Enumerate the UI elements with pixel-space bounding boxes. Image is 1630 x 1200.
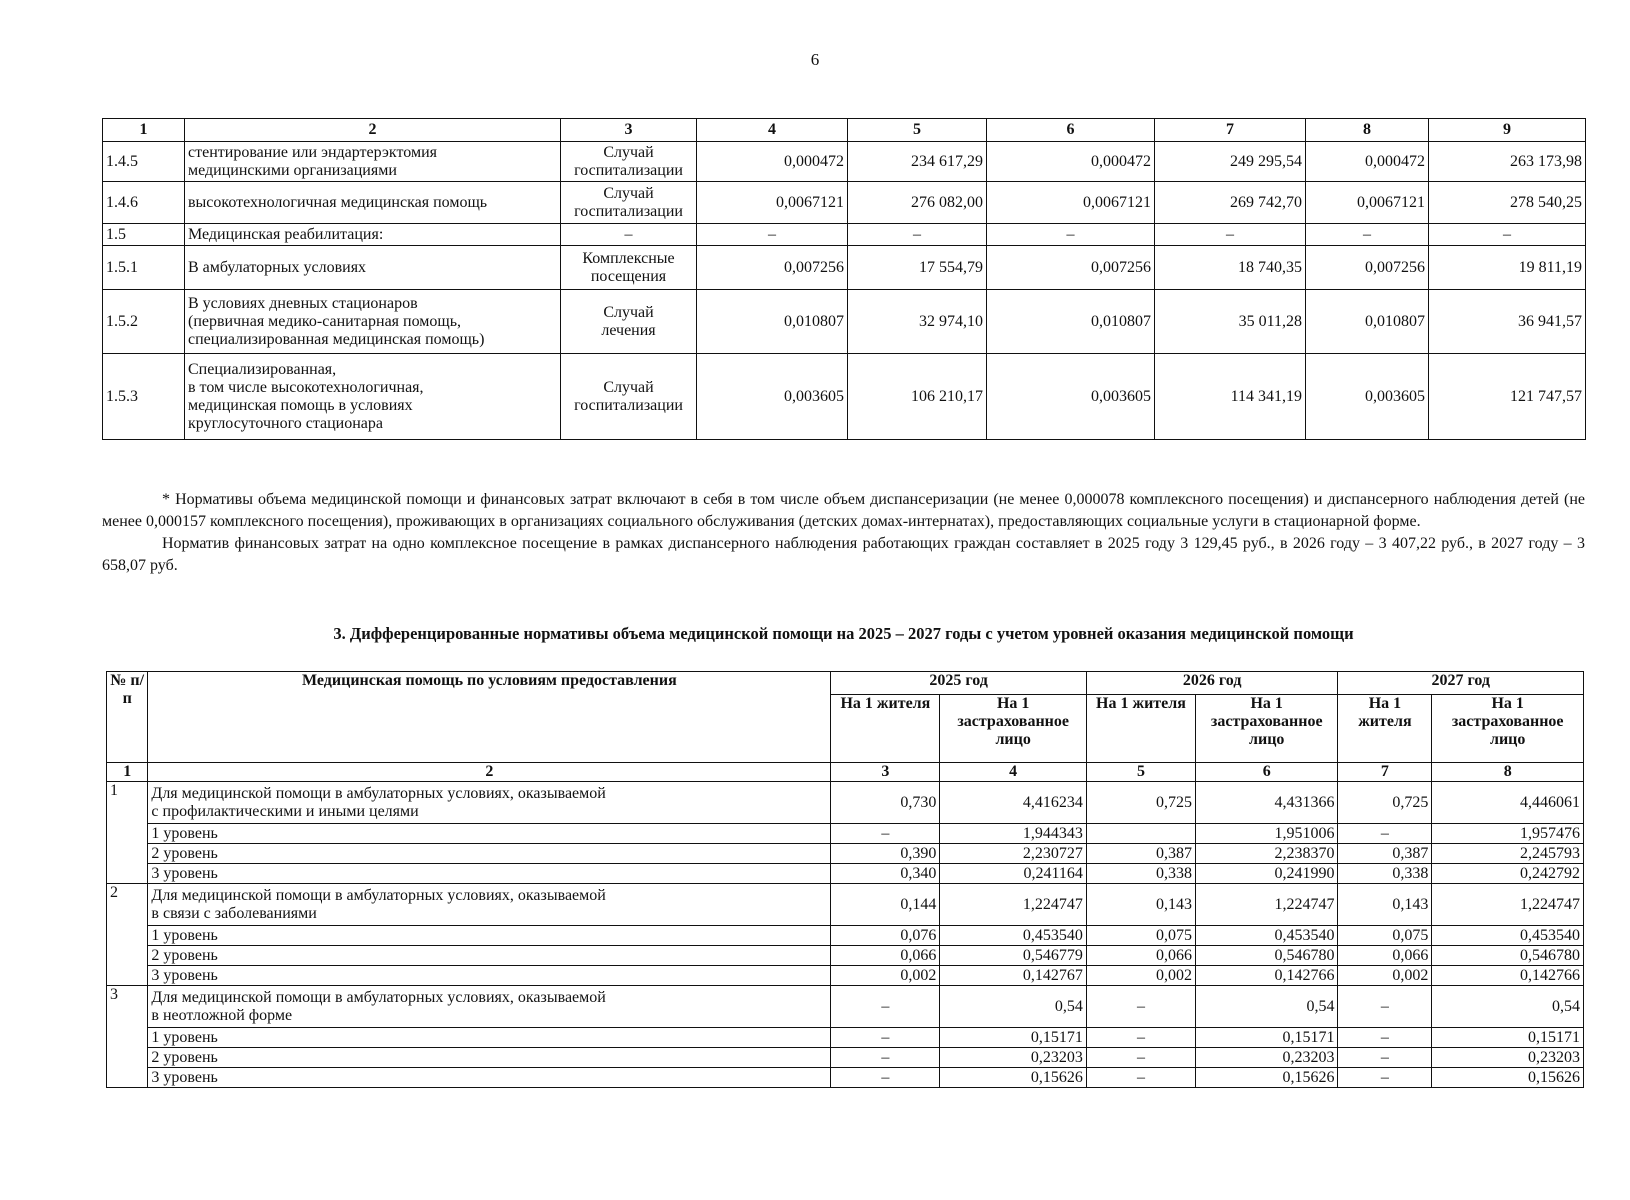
level-name: 2 уровень	[148, 844, 831, 864]
header-number: № п/п	[107, 672, 148, 763]
level-name: 1 уровень	[148, 1028, 831, 1048]
value-cell: 0,338	[1086, 864, 1195, 884]
level-row	[107, 844, 1584, 864]
value-cell: –	[831, 1048, 940, 1068]
value-cell: –	[1086, 1048, 1195, 1068]
column-number: 8	[1306, 119, 1429, 142]
row-unit: Комплексные посещения	[561, 246, 697, 290]
value-cell: 0,241164	[940, 864, 1086, 884]
column-number: 4	[697, 119, 848, 142]
value-cell: 0,002	[1086, 966, 1195, 986]
level-row	[107, 966, 1584, 986]
level-row	[107, 824, 1584, 844]
value-cell: –	[831, 986, 940, 1028]
column-number: 4	[940, 763, 1086, 782]
value-cell: 1,224747	[1196, 884, 1338, 926]
group-title: Для медицинской помощи в амбулаторных условиях, оказываемой в неотложной форме	[148, 986, 831, 1028]
value-cell: 17 554,79	[848, 246, 987, 290]
value-cell: 0,000472	[1306, 142, 1429, 182]
value-cell: 2,238370	[1196, 844, 1338, 864]
row-name: стентирование или эндартерэктомия медицинскими организациями	[185, 142, 561, 182]
table-row	[103, 142, 1586, 182]
table-row	[107, 884, 1584, 926]
header-per-insured: На 1 застрахованное лицо	[1196, 695, 1338, 763]
table-row	[103, 246, 1586, 290]
value-cell: 0,15626	[1196, 1068, 1338, 1088]
value-cell: 0,15171	[1196, 1028, 1338, 1048]
row-code: 1.4.6	[103, 182, 185, 224]
value-cell: 0,010807	[1306, 290, 1429, 354]
value-cell: 0,003605	[1306, 354, 1429, 440]
level-row	[107, 926, 1584, 946]
header-care-type: Медицинская помощь по условиям предоставления	[148, 672, 831, 763]
value-cell: 0,546779	[940, 946, 1086, 966]
table-row	[103, 224, 1586, 246]
header-year-2025: 2025 год	[831, 672, 1087, 695]
column-number: 2	[185, 119, 561, 142]
table-row	[103, 290, 1586, 354]
row-code: 1.5.3	[103, 354, 185, 440]
value-cell: 234 617,29	[848, 142, 987, 182]
value-cell: 4,431366	[1196, 782, 1338, 824]
value-cell: 0,144	[831, 884, 940, 926]
group-title: Для медицинской помощи в амбулаторных условиях, оказываемой с профилактическими и иными целями	[148, 782, 831, 824]
footnote-volume: * Нормативы объема медицинской помощи и финансовых затрат включают в себя в том числе объем диспансеризации (не менее 0,000078 комплексного посещения) и диспансерного наблюдения детей (не менее 0,000157 комплексного посещения), проживающих в организациях социального обслуживания (детских домах-интернатах), предоставляющих социальные услуги в стационарной форме.	[102, 491, 1585, 530]
value-cell: 0,010807	[697, 290, 848, 354]
level-name: 3 уровень	[148, 864, 831, 884]
value-cell: 1,944343	[940, 824, 1086, 844]
value-cell: –	[1338, 824, 1432, 844]
value-cell: 2,230727	[940, 844, 1086, 864]
column-number: 6	[987, 119, 1155, 142]
value-cell: 0,007256	[697, 246, 848, 290]
value-cell: 0,453540	[1196, 926, 1338, 946]
differentiated-standards-body	[107, 763, 1584, 1088]
value-cell: –	[848, 224, 987, 246]
footnote-cost: Норматив финансовых затрат на одно комплексное посещение в рамках диспансерного наблюдения работающих граждан составляет в 2025 году 3 129,45 руб., в 2026 году – 3 407,22 руб., в 2027 году – 3 658,07 руб.	[102, 535, 1585, 574]
header-year-2027: 2027 год	[1338, 672, 1584, 695]
level-row	[107, 1028, 1584, 1048]
group-title: Для медицинской помощи в амбулаторных условиях, оказываемой в связи с заболеваниями	[148, 884, 831, 926]
value-cell: 0,241990	[1196, 864, 1338, 884]
group-number: 3	[107, 986, 148, 1088]
value-cell: –	[1086, 1028, 1195, 1048]
value-cell: 0,076	[831, 926, 940, 946]
header-per-insured: На 1 застрахованное лицо	[940, 695, 1086, 763]
row-name: Медицинская реабилитация:	[185, 224, 561, 246]
header-per-resident: На 1 жителя	[831, 695, 940, 763]
footnotes	[102, 489, 1585, 577]
value-cell: –	[1306, 224, 1429, 246]
value-cell: –	[987, 224, 1155, 246]
table-row	[103, 354, 1586, 440]
column-number: 7	[1338, 763, 1432, 782]
level-name: 2 уровень	[148, 946, 831, 966]
value-cell: 0,546780	[1196, 946, 1338, 966]
value-cell: 4,446061	[1432, 782, 1584, 824]
value-cell: 0,390	[831, 844, 940, 864]
value-cell: 0,0067121	[1306, 182, 1429, 224]
value-cell	[1086, 824, 1195, 844]
value-cell: 263 173,98	[1429, 142, 1586, 182]
level-name: 1 уровень	[148, 824, 831, 844]
value-cell: 1,957476	[1432, 824, 1584, 844]
value-cell: –	[1155, 224, 1306, 246]
column-number: 8	[1432, 763, 1584, 782]
value-cell: –	[1086, 1068, 1195, 1088]
level-row	[107, 1068, 1584, 1088]
value-cell: 0,007256	[1306, 246, 1429, 290]
value-cell: 0,546780	[1432, 946, 1584, 966]
row-unit: Случай лечения	[561, 290, 697, 354]
value-cell: 0,000472	[697, 142, 848, 182]
value-cell: 0,453540	[1432, 926, 1584, 946]
value-cell: 249 295,54	[1155, 142, 1306, 182]
value-cell: –	[831, 1028, 940, 1048]
value-cell: 0,002	[1338, 966, 1432, 986]
column-number: 3	[561, 119, 697, 142]
row-unit: Случай госпитализации	[561, 142, 697, 182]
value-cell: –	[697, 224, 848, 246]
column-number: 3	[831, 763, 940, 782]
value-cell: 0,54	[1432, 986, 1584, 1028]
value-cell: 0,002	[831, 966, 940, 986]
value-cell: 0,340	[831, 864, 940, 884]
level-name: 2 уровень	[148, 1048, 831, 1068]
column-number-row	[107, 763, 1584, 782]
column-number: 9	[1429, 119, 1586, 142]
value-cell: –	[1429, 224, 1586, 246]
value-cell: 1,224747	[1432, 884, 1584, 926]
column-number: 5	[848, 119, 987, 142]
value-cell: 32 974,10	[848, 290, 987, 354]
value-cell: 0,387	[1338, 844, 1432, 864]
row-code: 1.5	[103, 224, 185, 246]
value-cell: 0,15171	[1432, 1028, 1584, 1048]
value-cell: –	[1338, 1068, 1432, 1088]
value-cell: 0,54	[1196, 986, 1338, 1028]
column-number: 1	[103, 119, 185, 142]
column-number: 7	[1155, 119, 1306, 142]
value-cell: 276 082,00	[848, 182, 987, 224]
value-cell: 0,15626	[1432, 1068, 1584, 1088]
value-cell: 1,224747	[940, 884, 1086, 926]
value-cell: 0,15626	[940, 1068, 1086, 1088]
value-cell: 278 540,25	[1429, 182, 1586, 224]
column-number-row	[103, 119, 1586, 142]
value-cell: 0,0067121	[987, 182, 1155, 224]
row-unit: Случай госпитализации	[561, 354, 697, 440]
row-name: В условиях дневных стационаров (первичная медико-санитарная помощь, специализированная медицинская помощь)	[185, 290, 561, 354]
value-cell: 0,725	[1086, 782, 1195, 824]
value-cell: 0,54	[940, 986, 1086, 1028]
differentiated-standards-table	[106, 671, 1584, 1088]
standards-table-continued	[102, 118, 1586, 440]
header-per-resident: На 1 жителя	[1086, 695, 1195, 763]
row-code: 1.5.2	[103, 290, 185, 354]
group-number: 2	[107, 884, 148, 986]
value-cell: 2,245793	[1432, 844, 1584, 864]
value-cell: 0,066	[1338, 946, 1432, 966]
level-row	[107, 946, 1584, 966]
column-number: 5	[1086, 763, 1195, 782]
row-name: Специализированная, в том числе высокотехнологичная, медицинская помощь в условиях круглосуточного стационара	[185, 354, 561, 440]
value-cell: 0,066	[831, 946, 940, 966]
value-cell: 0,23203	[940, 1048, 1086, 1068]
value-cell: –	[831, 1068, 940, 1088]
value-cell: 0,142766	[1196, 966, 1338, 986]
value-cell: 106 210,17	[848, 354, 987, 440]
value-cell: –	[1086, 986, 1195, 1028]
value-cell: 19 811,19	[1429, 246, 1586, 290]
value-cell: 0,0067121	[697, 182, 848, 224]
value-cell: –	[1338, 1048, 1432, 1068]
group-number: 1	[107, 782, 148, 884]
value-cell: –	[831, 824, 940, 844]
value-cell: 0,143	[1338, 884, 1432, 926]
column-number: 6	[1196, 763, 1338, 782]
level-row	[107, 864, 1584, 884]
column-number: 2	[148, 763, 831, 782]
value-cell: 0,075	[1086, 926, 1195, 946]
value-cell: 0,23203	[1432, 1048, 1584, 1068]
value-cell: 4,416234	[940, 782, 1086, 824]
value-cell: 0,003605	[987, 354, 1155, 440]
row-unit: Случай госпитализации	[561, 182, 697, 224]
value-cell: 1,951006	[1196, 824, 1338, 844]
value-cell: 0,725	[1338, 782, 1432, 824]
row-name: В амбулаторных условиях	[185, 246, 561, 290]
table-row	[107, 782, 1584, 824]
level-name: 3 уровень	[148, 966, 831, 986]
value-cell: 0,387	[1086, 844, 1195, 864]
value-cell: 0,142767	[940, 966, 1086, 986]
row-code: 1.4.5	[103, 142, 185, 182]
value-cell: 36 941,57	[1429, 290, 1586, 354]
value-cell: 0,003605	[697, 354, 848, 440]
standards-table-body	[103, 119, 1586, 440]
value-cell: 121 747,57	[1429, 354, 1586, 440]
value-cell: 0,15171	[940, 1028, 1086, 1048]
value-cell: 0,007256	[987, 246, 1155, 290]
value-cell: 0,242792	[1432, 864, 1584, 884]
value-cell: 0,142766	[1432, 966, 1584, 986]
value-cell: 269 742,70	[1155, 182, 1306, 224]
row-unit: –	[561, 224, 697, 246]
table-row	[107, 986, 1584, 1028]
value-cell: 18 740,35	[1155, 246, 1306, 290]
value-cell: 0,066	[1086, 946, 1195, 966]
value-cell: 0,000472	[987, 142, 1155, 182]
value-cell: 0,010807	[987, 290, 1155, 354]
level-name: 1 уровень	[148, 926, 831, 946]
table-row	[103, 182, 1586, 224]
value-cell: 0,453540	[940, 926, 1086, 946]
value-cell: 114 341,19	[1155, 354, 1306, 440]
page-number: 6	[810, 50, 820, 69]
value-cell: 0,23203	[1196, 1048, 1338, 1068]
section-title: 3. Дифференцированные нормативы объема медицинской помощи на 2025 – 2027 годы с учетом уровней оказания медицинской помощи	[333, 624, 1354, 643]
row-code: 1.5.1	[103, 246, 185, 290]
header-per-resident: На 1 жителя	[1338, 695, 1432, 763]
value-cell: 35 011,28	[1155, 290, 1306, 354]
header-year-2026: 2026 год	[1086, 672, 1338, 695]
value-cell: –	[1338, 1028, 1432, 1048]
header-per-insured: На 1 застрахованное лицо	[1432, 695, 1584, 763]
row-name: высокотехнологичная медицинская помощь	[185, 182, 561, 224]
value-cell: –	[1338, 986, 1432, 1028]
value-cell: 0,730	[831, 782, 940, 824]
level-row	[107, 1048, 1584, 1068]
level-name: 3 уровень	[148, 1068, 831, 1088]
value-cell: 0,338	[1338, 864, 1432, 884]
column-number: 1	[107, 763, 148, 782]
value-cell: 0,075	[1338, 926, 1432, 946]
value-cell: 0,143	[1086, 884, 1195, 926]
